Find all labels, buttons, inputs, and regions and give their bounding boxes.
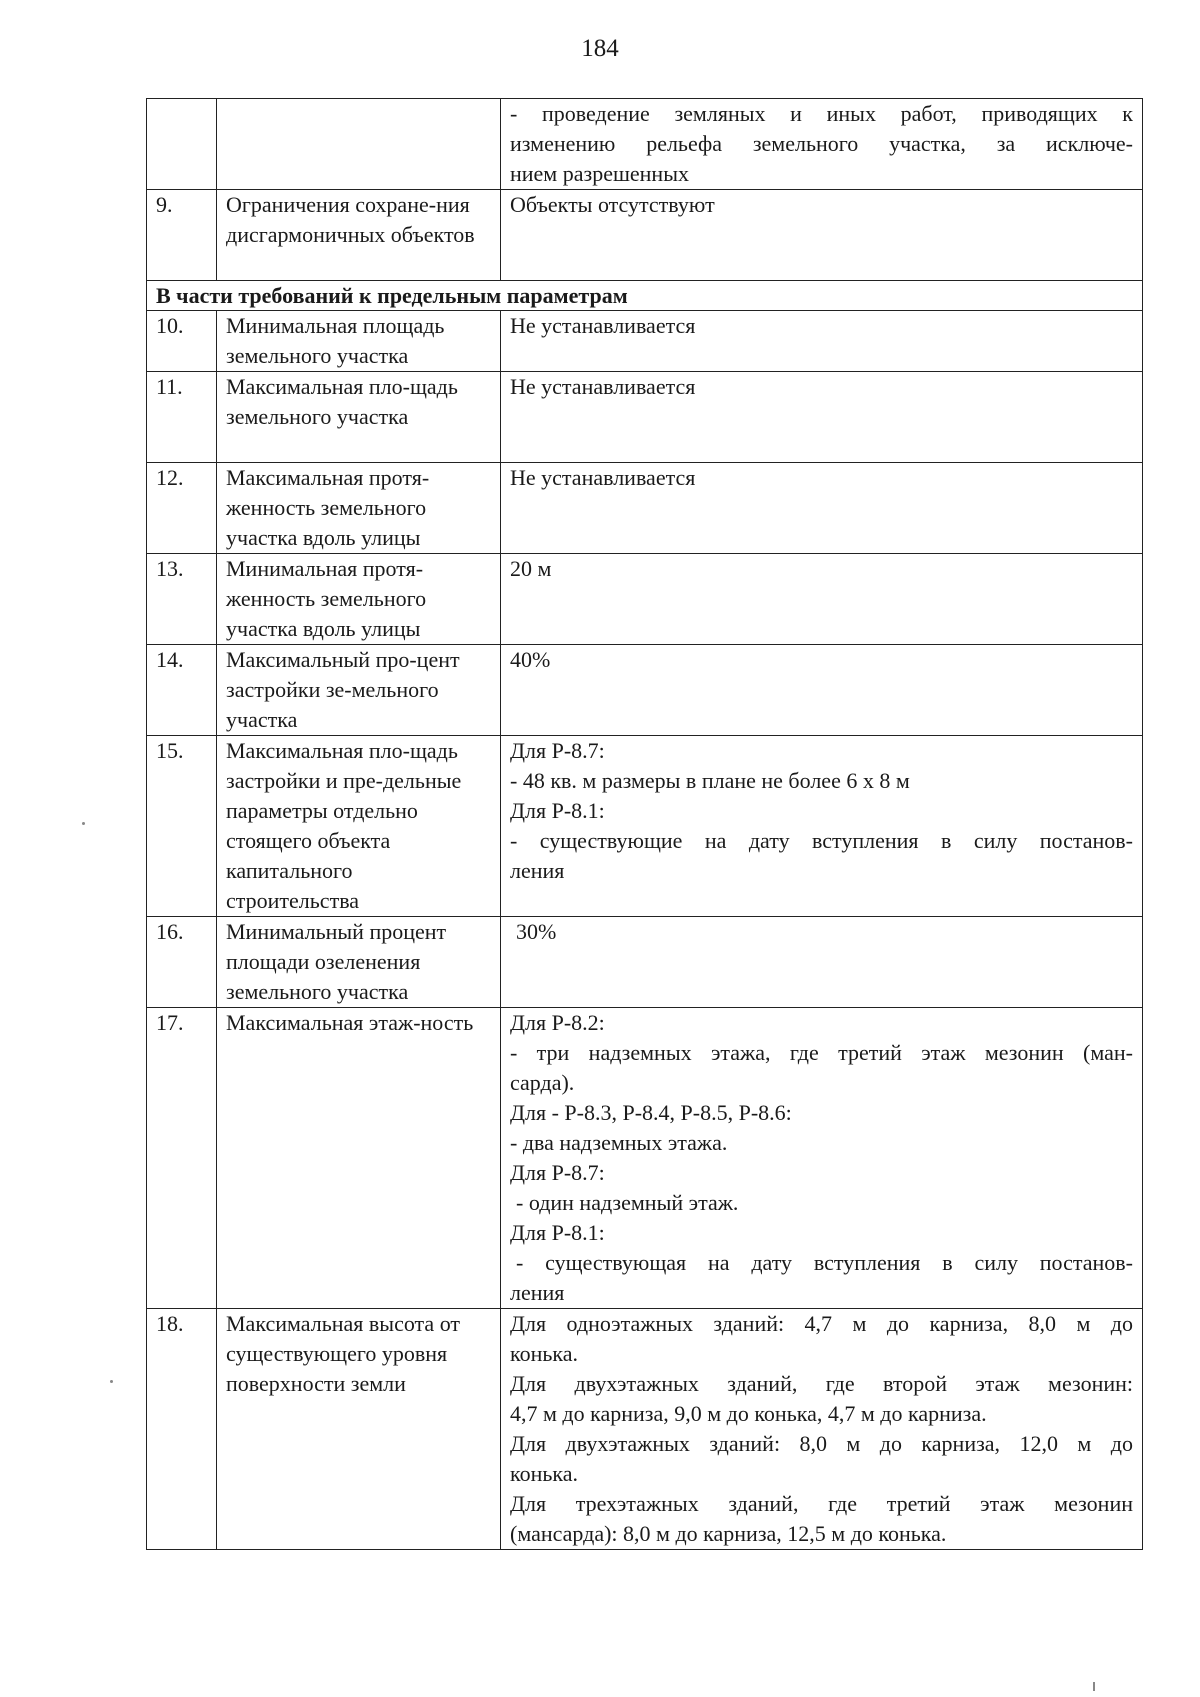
regulations-table xyxy=(146,98,1143,1550)
parameter-value xyxy=(501,463,1143,554)
value-line: 20 м xyxy=(510,556,552,581)
parameter-name: Максимальная высота от существующего уровня поверхности земли xyxy=(217,1309,501,1550)
value-line: Не устанавливается xyxy=(510,465,696,490)
row-number: 9. xyxy=(147,190,217,281)
value-line: конька. xyxy=(510,1341,578,1366)
parameter-name: Минимальная протя-женность земельного участка вдоль улицы xyxy=(217,554,501,645)
row-number: 17. xyxy=(147,1008,217,1309)
value-line: Для Р-8.2: xyxy=(510,1010,605,1035)
value-line: ления xyxy=(510,1280,565,1305)
row-number: 10. xyxy=(147,311,217,372)
value-line: Не устанавливается xyxy=(510,313,696,338)
value-line: Для Р-8.7: xyxy=(510,1160,605,1185)
parameter-value xyxy=(501,190,1143,281)
table-row xyxy=(147,463,1143,554)
value-line: Для двухэтажных зданий, где второй этаж мезонин: xyxy=(510,1371,1133,1396)
value-line: изменению рельефа земельного участка, за исключе- xyxy=(510,131,1133,156)
parameter-value xyxy=(501,736,1143,917)
parameter-value xyxy=(501,554,1143,645)
row-number: 13. xyxy=(147,554,217,645)
value-line: Объекты отсутствуют xyxy=(510,192,715,217)
table-row xyxy=(147,1309,1143,1550)
section-heading: В части требований к предельным параметрам xyxy=(147,281,1143,311)
row-number: 14. xyxy=(147,645,217,736)
value-line: ления xyxy=(510,858,565,883)
parameter-name: Максимальная пло-щадь земельного участка xyxy=(217,372,501,463)
value-line: (мансарда): 8,0 м до карниза, 12,5 м до конька. xyxy=(510,1521,947,1546)
page-number: 184 xyxy=(581,35,619,62)
section-row xyxy=(147,281,1143,311)
parameter-value xyxy=(501,99,1143,190)
value-line: сарда). xyxy=(510,1070,575,1095)
value-line: 30% xyxy=(516,919,557,944)
value-line: нием разрешенных xyxy=(510,161,689,186)
table-row xyxy=(147,99,1143,190)
parameter-name: Ограничения сохране-ния дисгармоничных объектов xyxy=(217,190,501,281)
table-row xyxy=(147,736,1143,917)
value-line: - 48 кв. м размеры в плане не более 6 х 8 м xyxy=(510,768,910,793)
scan-speck xyxy=(110,1380,113,1383)
value-line: Для - Р-8.3, Р-8.4, Р-8.5, Р-8.6: xyxy=(510,1100,792,1125)
table-row xyxy=(147,554,1143,645)
parameter-name: Максимальная пло-щадь застройки и пре-дельные параметры отдельно стоящего объекта капитального строительства xyxy=(217,736,501,917)
row-number: 11. xyxy=(147,372,217,463)
value-line: конька. xyxy=(510,1461,578,1486)
table-row xyxy=(147,645,1143,736)
parameter-name: Максимальная протя-женность земельного участка вдоль улицы xyxy=(217,463,501,554)
value-line: Для Р-8.1: xyxy=(510,798,605,823)
parameter-name: Максимальный про-цент застройки зе-мельного участка xyxy=(217,645,501,736)
value-line: 4,7 м до карниза, 9,0 м до конька, 4,7 м до карниза. xyxy=(510,1401,987,1426)
parameter-name: Минимальный процент площади озеленения земельного участка xyxy=(217,917,501,1008)
table-row xyxy=(147,311,1143,372)
value-line: 40% xyxy=(510,647,551,672)
parameter-name: Минимальная площадь земельного участка xyxy=(217,311,501,372)
table-row xyxy=(147,190,1143,281)
scan-speck xyxy=(1093,1682,1095,1691)
parameter-value xyxy=(501,1008,1143,1309)
parameter-value xyxy=(501,645,1143,736)
scan-speck xyxy=(82,822,85,825)
row-number: 16. xyxy=(147,917,217,1008)
value-line: - существующая на дату вступления в силу постанов- xyxy=(516,1250,1133,1275)
value-line: - три надземных этажа, где третий этаж мезонин (ман- xyxy=(510,1040,1133,1065)
value-line: Для Р-8.1: xyxy=(510,1220,605,1245)
row-number: 12. xyxy=(147,463,217,554)
value-line: - один надземный этаж. xyxy=(516,1190,739,1215)
value-line: Для трехэтажных зданий, где третий этаж мезонин xyxy=(510,1491,1133,1516)
parameter-name xyxy=(217,99,501,190)
value-line: Для одноэтажных зданий: 4,7 м до карниза, 8,0 м до xyxy=(510,1311,1133,1336)
parameter-value xyxy=(501,917,1143,1008)
parameter-name: Максимальная этаж-ность xyxy=(217,1008,501,1309)
table-row xyxy=(147,372,1143,463)
row-number: 15. xyxy=(147,736,217,917)
parameter-value xyxy=(501,1309,1143,1550)
table-row xyxy=(147,1008,1143,1309)
value-line: Для двухэтажных зданий: 8,0 м до карниза, 12,0 м до xyxy=(510,1431,1133,1456)
parameter-value xyxy=(501,372,1143,463)
row-number: 18. xyxy=(147,1309,217,1550)
value-line: - два надземных этажа. xyxy=(510,1130,728,1155)
value-line: Для Р-8.7: xyxy=(510,738,605,763)
row-number xyxy=(147,99,217,190)
value-line: Не устанавливается xyxy=(510,374,696,399)
value-line: - проведение земляных и иных работ, приводящих к xyxy=(510,101,1133,126)
table-row xyxy=(147,917,1143,1008)
value-line: - существующие на дату вступления в силу постанов- xyxy=(510,828,1133,853)
parameter-value xyxy=(501,311,1143,372)
